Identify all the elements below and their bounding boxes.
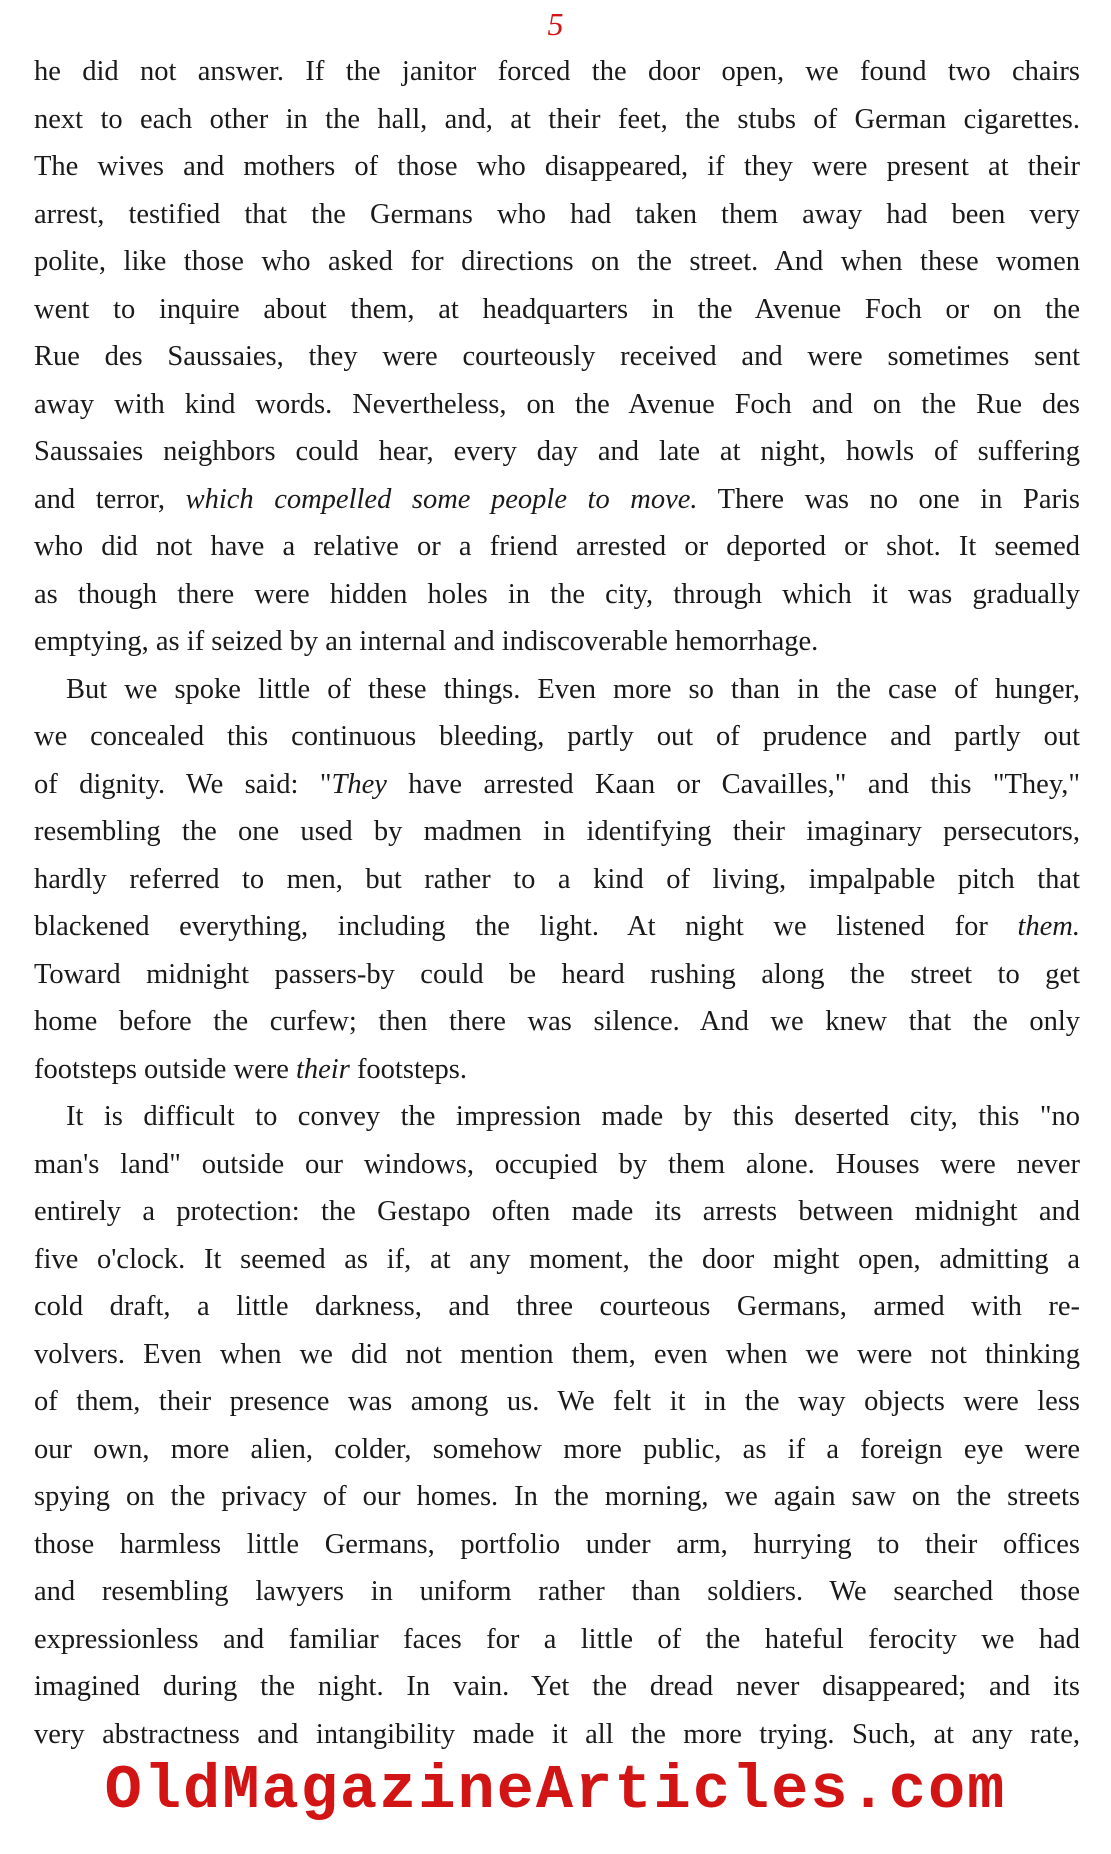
text-line: polite, like those who asked for directions on the street. And when these women: [34, 246, 1080, 277]
text-line: spying on the privacy of our homes. In the morning, we again saw on the streets: [34, 1481, 1080, 1512]
text-line: very abstractness and intangibility made it all the more trying. Such, at any rate,: [34, 1718, 1080, 1750]
text-line: he did not answer. If the janitor forced the door open, we found two chairs: [34, 56, 1080, 87]
text-line: It is difficult to convey the impression made by this deserted city, this "no: [66, 1101, 1080, 1132]
text-line: and resembling lawyers in uniform rather than soldiers. We searched those: [34, 1576, 1080, 1607]
text-line: [34, 761, 1080, 809]
text-line: arrest, testified that the Germans who had taken them away had been very: [34, 198, 1080, 230]
text-line: hardly referred to men, but rather to a kind of living, impalpable pitch that: [34, 863, 1080, 895]
text-segment: blackened everything, including the light. At night we listened for: [34, 911, 1018, 942]
text-segment: There was no one in Paris: [697, 483, 1080, 515]
text-line: who did not have a relative or a friend arrested or deported or shot. It seemed: [34, 531, 1080, 562]
text-line: The wives and mothers of those who disappeared, if they were present at their: [34, 151, 1080, 182]
text-line: away with kind words. Nevertheless, on the Avenue Foch and on the Rue des: [34, 388, 1080, 420]
italic-text: They: [331, 768, 387, 800]
text-line: imagined during the night. In vain. Yet the dread never disappeared; and its: [34, 1671, 1080, 1702]
text-line: of them, their presence was among us. We felt it in the way objects were less: [34, 1386, 1080, 1417]
text-line: But we spoke little of these things. Even more so than in the case of hunger,: [66, 673, 1080, 705]
page-number: 5: [547, 6, 564, 42]
text-line: cold draft, a little darkness, and three courteous Germans, armed with re-: [34, 1291, 1080, 1322]
text-line: expressionless and familiar faces for a little of the hateful ferocity we had: [34, 1623, 1080, 1655]
text-line: our own, more alien, colder, somehow more public, as if a foreign eye were: [34, 1433, 1080, 1465]
text-line: as though there were hidden holes in the city, through which it was gradually: [34, 578, 1080, 610]
text-line: [34, 903, 1080, 951]
text-segment: and terror,: [34, 483, 186, 515]
text-line: volvers. Even when we did not mention them, even when we were not thinking: [34, 1338, 1080, 1370]
text-line: Rue des Saussaies, they were courteously received and were sometimes sent: [34, 341, 1080, 372]
site-watermark: OldMagazineArticles.com: [104, 1755, 1007, 1826]
text-line: [34, 476, 1080, 524]
text-line: next to each other in the hall, and, at their feet, the stubs of German cigarettes.: [34, 103, 1080, 135]
italic-text: their: [295, 1053, 350, 1085]
text-segment: footsteps.: [349, 1053, 467, 1085]
text-line: went to inquire about them, at headquarters in the Avenue Foch or on the: [34, 293, 1080, 325]
text-line: [34, 1046, 1080, 1094]
text-line: Saussaies neighbors could hear, every day and late at night, howls of suffering: [34, 436, 1080, 467]
text-line: emptying, as if seized by an internal and indiscoverable hemorrhage.: [34, 626, 819, 657]
text-line: five o'clock. It seemed as if, at any moment, the door might open, admitting a: [34, 1243, 1080, 1275]
italic-text: which compelled some people to move.: [185, 483, 698, 515]
text-line: Toward midnight passers-by could be heard rushing along the street to get: [34, 958, 1080, 990]
text-segment: of dignity. We said: ": [34, 768, 332, 800]
text-line: man's land" outside our windows, occupied by them alone. Houses were never: [34, 1148, 1080, 1180]
text-segment: have arrested Kaan or Cavailles," and this "They,": [386, 768, 1080, 800]
text-line: resembling the one used by madmen in identifying their imaginary persecutors,: [34, 816, 1080, 847]
text-line: we concealed this continuous bleeding, partly out of prudence and partly out: [34, 721, 1080, 752]
text-line: home before the curfew; then there was silence. And we knew that the only: [34, 1006, 1080, 1037]
text-line: entirely a protection: the Gestapo often made its arrests between midnight and: [34, 1196, 1080, 1227]
text-segment: footsteps outside were: [34, 1053, 296, 1085]
text-line: those harmless little Germans, portfolio under arm, hurrying to their offices: [34, 1528, 1080, 1560]
italic-text: them.: [1017, 911, 1080, 942]
article-body: [34, 48, 1080, 1758]
